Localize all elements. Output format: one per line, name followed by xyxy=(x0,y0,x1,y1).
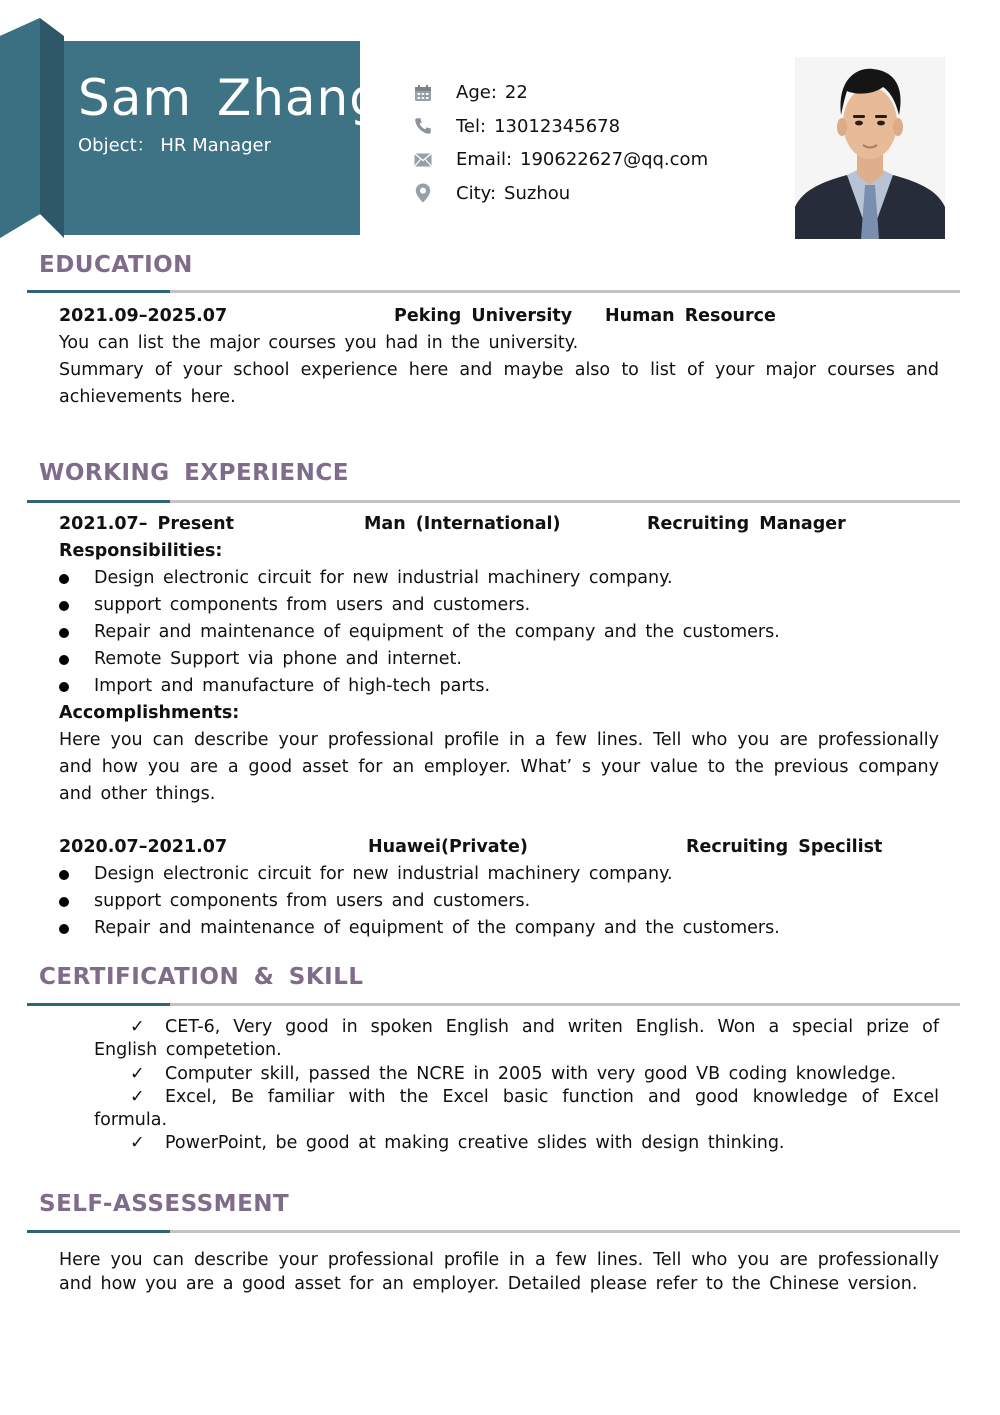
calendar-icon xyxy=(412,82,434,104)
location-pin-icon xyxy=(412,182,434,204)
education-section xyxy=(59,303,939,411)
skill-item xyxy=(94,1063,939,1086)
education-heading: EDUCATION xyxy=(39,252,193,278)
checkmark-icon: ✓ xyxy=(130,1063,145,1084)
age-label: Age: xyxy=(456,82,497,104)
responsibilities-list xyxy=(59,565,939,700)
job-role: Recruiting Specilist xyxy=(686,837,883,857)
profile-photo xyxy=(795,57,945,239)
checkmark-icon: ✓ xyxy=(130,1133,145,1154)
skill-text: PowerPoint, be good at making creative slides with design thinking. xyxy=(165,1133,785,1154)
skill-item xyxy=(94,1132,939,1155)
skills-heading: CERTIFICATION & SKILL xyxy=(39,964,364,990)
contact-phone xyxy=(412,110,708,144)
self-assessment-heading: SELF-ASSESSMENT xyxy=(39,1191,290,1217)
contact-info xyxy=(412,76,708,210)
self-assessment-text: Here you can describe your professional profile in a few lines. Tell who you are professionally and how you are a good asset for an employer. Detailed please refer to the Chinese version. xyxy=(59,1250,939,1294)
job-dates: 2021.07– Present xyxy=(59,514,234,534)
skills-list xyxy=(94,1016,939,1156)
city-label: City: xyxy=(456,182,497,204)
job-role: Recruiting Manager xyxy=(647,514,846,534)
skill-text: CET-6, Very good in spoken English and writen English. Won a special prize of English competetion. xyxy=(94,1017,939,1061)
list-item: support components from users and customers. xyxy=(59,888,939,915)
self-assessment-divider xyxy=(27,1230,960,1233)
contact-age xyxy=(412,76,708,110)
job-duties-list xyxy=(59,861,939,942)
skill-item xyxy=(94,1016,939,1063)
phone-icon xyxy=(412,115,434,137)
education-major: Human Resource xyxy=(605,306,776,326)
skills-divider xyxy=(27,1003,960,1006)
responsibilities-label: Responsibilities: xyxy=(59,541,223,561)
contact-city xyxy=(412,177,708,211)
skill-item xyxy=(94,1086,939,1133)
experience-heading: WORKING EXPERIENCE xyxy=(39,460,349,486)
skill-text: Computer skill, passed the NCRE in 2005 with very good VB coding knowledge. xyxy=(165,1063,897,1084)
list-item: support components from users and customers. xyxy=(59,592,939,619)
list-item: Repair and maintenance of equipment of the company and the customers. xyxy=(59,915,939,942)
job-company: Man (International) xyxy=(364,514,561,534)
education-dates: 2021.09–2025.07 xyxy=(59,306,228,326)
education-summary: Summary of your school experience here and maybe also to list of your major courses and achievements here. xyxy=(59,360,939,407)
job-entry-2 xyxy=(59,834,939,942)
list-item: Design electronic circuit for new industrial machinery company. xyxy=(59,565,939,592)
skill-text: Excel, Be familiar with the Excel basic function and good knowledge of Excel formula. xyxy=(94,1086,939,1131)
job-header xyxy=(59,834,939,861)
tel-value: 13012345678 xyxy=(494,115,621,137)
list-item: Repair and maintenance of equipment of the company and the customers. xyxy=(59,619,939,646)
job-company: Huawei(Private) xyxy=(368,837,528,857)
contact-email xyxy=(412,143,708,177)
education-divider xyxy=(27,290,960,293)
job-dates: 2020.07–2021.07 xyxy=(59,837,228,857)
experience-divider xyxy=(27,500,960,503)
checkmark-icon: ✓ xyxy=(130,1017,145,1037)
envelope-icon xyxy=(412,149,434,171)
accomplishments-text: Here you can describe your professional profile in a few lines. Tell who you are professionally and how you are a good asset for an employer. What’ s your value to the previous company and other things. xyxy=(59,730,939,804)
header-ribbon xyxy=(0,18,40,238)
tel-label: Tel: xyxy=(456,115,487,137)
name-banner xyxy=(64,41,382,235)
job-header xyxy=(59,511,939,538)
email-value: 190622627@qq.com xyxy=(520,149,709,171)
email-label: Email: xyxy=(456,149,513,171)
checkmark-icon: ✓ xyxy=(130,1086,145,1107)
education-courses: You can list the major courses you had in the university. xyxy=(59,333,579,353)
city-value: Suzhou xyxy=(504,182,571,204)
self-assessment-section xyxy=(59,1249,939,1296)
list-item: Remote Support via phone and internet. xyxy=(59,646,939,673)
job-entry-1 xyxy=(59,511,939,808)
age-value: 22 xyxy=(504,82,528,104)
list-item: Import and manufacture of high-tech parts. xyxy=(59,673,939,700)
education-school: Peking University xyxy=(394,306,573,326)
education-entry-header xyxy=(59,303,939,330)
list-item: Design electronic circuit for new industrial machinery company. xyxy=(59,861,939,888)
job-objective: Object： HR Manager xyxy=(78,135,272,156)
accomplishments-label: Accomplishments: xyxy=(59,703,240,723)
candidate-name: Sam Zhang xyxy=(78,69,382,127)
